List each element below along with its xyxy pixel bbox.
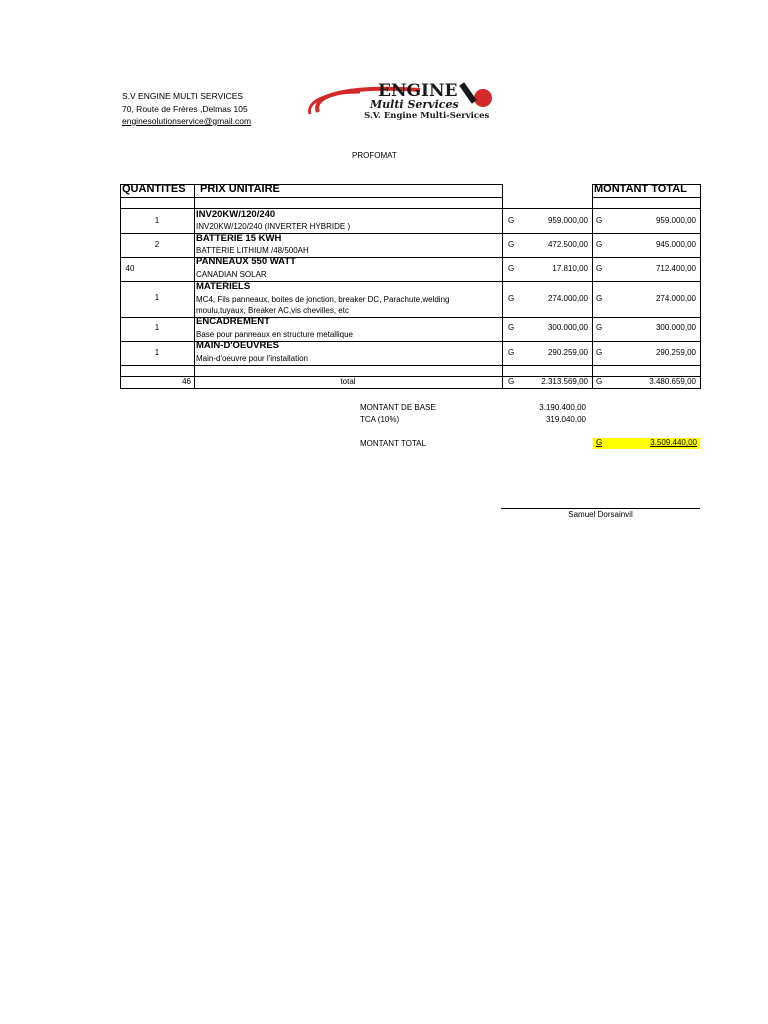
row-currency: G: [508, 323, 515, 332]
grid-line: [120, 365, 700, 366]
row-qty: 40: [125, 264, 135, 273]
row-currency: G: [508, 348, 515, 357]
row-total: 300.000,00: [655, 323, 696, 332]
logo-sub: Multi Services: [370, 98, 459, 111]
row-qty: 1: [154, 323, 160, 332]
grand-total-highlight: [593, 438, 700, 449]
invoice-table: [120, 184, 700, 389]
signature-name: Samuel Dorsainvil: [568, 510, 633, 519]
tca-label: TCA (10%): [360, 415, 400, 424]
row-item-desc: INV20KW/120/240 (INVERTER HYBRIDE ): [196, 222, 351, 231]
row-total: 274.000,00: [655, 294, 696, 303]
total-currency: G: [508, 377, 515, 386]
header-montant-total: MONTANT TOTAL: [594, 183, 687, 195]
row-total: 290.259,00: [655, 348, 696, 357]
row-item-desc: CANADIAN SOLAR: [196, 270, 267, 279]
row-unit-price: 959.000,00: [547, 216, 588, 225]
company-logo: [300, 78, 502, 128]
grid-line: [592, 197, 700, 198]
logo-tag: S.V. Engine Multi-Services: [364, 111, 490, 121]
company-email: enginesolutionservice@gmail.com: [122, 116, 252, 126]
row-item-desc: Base pour panneaux en structure metallique: [196, 330, 353, 339]
grid-line: [700, 184, 701, 389]
signature-line: [501, 508, 700, 509]
row-qty: 1: [154, 293, 160, 302]
company-name: S.V ENGINE MULTI SERVICES: [122, 91, 244, 101]
row-item-desc: BATTERIE LITHIUM /48/500AH: [196, 246, 309, 255]
grid-line: [120, 184, 121, 389]
total-qty: 46: [182, 377, 191, 386]
row-currency: G: [508, 294, 515, 303]
grid-line: [120, 388, 701, 389]
row-item-name: PANNEAUX 550 WATT: [196, 256, 296, 267]
grid-line: [592, 184, 593, 389]
row-currency: G: [596, 294, 603, 303]
total-currency: G: [596, 377, 603, 386]
row-qty: 2: [154, 240, 160, 249]
total-amount: 3.480.659,00: [649, 377, 696, 386]
row-total: 712.400,00: [655, 264, 696, 273]
row-item-desc: MC4, Fils panneaux, boites de jonction, breaker DC, Parachute,welding: [196, 295, 450, 304]
row-item-name: MAIN-D'OEUVRES: [196, 340, 280, 351]
row-currency: G: [596, 240, 603, 249]
total-label: total: [340, 377, 356, 386]
row-total: 959.000,00: [655, 216, 696, 225]
row-currency: G: [596, 264, 603, 273]
grand-total-label: MONTANT TOTAL: [360, 439, 426, 448]
total-unit-sum: 2.313.569,00: [541, 377, 588, 386]
company-address: 70, Route de Frères ,Delmas 105: [122, 103, 248, 114]
row-item-name: INV20KW/120/240: [196, 209, 276, 220]
header-prix-unitaire: PRIX UNITAIRE: [200, 183, 280, 195]
row-qty: 1: [154, 348, 160, 357]
grand-total-value: 3.509.440,00: [650, 438, 697, 447]
grand-total-currency: G: [596, 438, 603, 447]
row-currency: G: [508, 264, 515, 273]
row-currency: G: [596, 216, 603, 225]
logo-word: ENGINE: [378, 81, 458, 101]
row-item-name: ENCADREMENT: [196, 316, 270, 327]
row-item-name: BATTERIE 15 KWH: [196, 233, 282, 244]
grid-line: [194, 184, 195, 389]
row-total: 945.000,00: [655, 240, 696, 249]
row-item-name: MATERIELS: [196, 281, 251, 292]
grid-line: [502, 184, 503, 389]
row-item-desc: Main-d'oeuvre pour l'installation: [196, 354, 309, 363]
row-item-desc-2: moulu,tuyaux, Breaker AC,vis chevilles, etc: [196, 306, 349, 315]
row-unit-price: 472.500,00: [547, 240, 588, 249]
row-currency: G: [596, 348, 603, 357]
header-quantites: QUANTITES: [122, 183, 186, 195]
grid-line: [120, 197, 502, 198]
document-title: PROFOMAT: [352, 151, 397, 160]
row-currency: G: [596, 323, 603, 332]
row-unit-price: 290.259,00: [547, 348, 588, 357]
row-currency: G: [508, 216, 515, 225]
row-currency: G: [508, 240, 515, 249]
company-info: [122, 90, 251, 128]
row-unit-price: 17.810,00: [552, 264, 588, 273]
base-amount-label: MONTANT DE BASE: [360, 403, 436, 412]
base-amount-value: 3.190.400,00: [539, 403, 586, 412]
row-unit-price: 274.000,00: [547, 294, 588, 303]
row-unit-price: 300.000,00: [547, 323, 588, 332]
row-qty: 1: [154, 216, 160, 225]
tca-value: 319.040,00: [545, 415, 586, 424]
